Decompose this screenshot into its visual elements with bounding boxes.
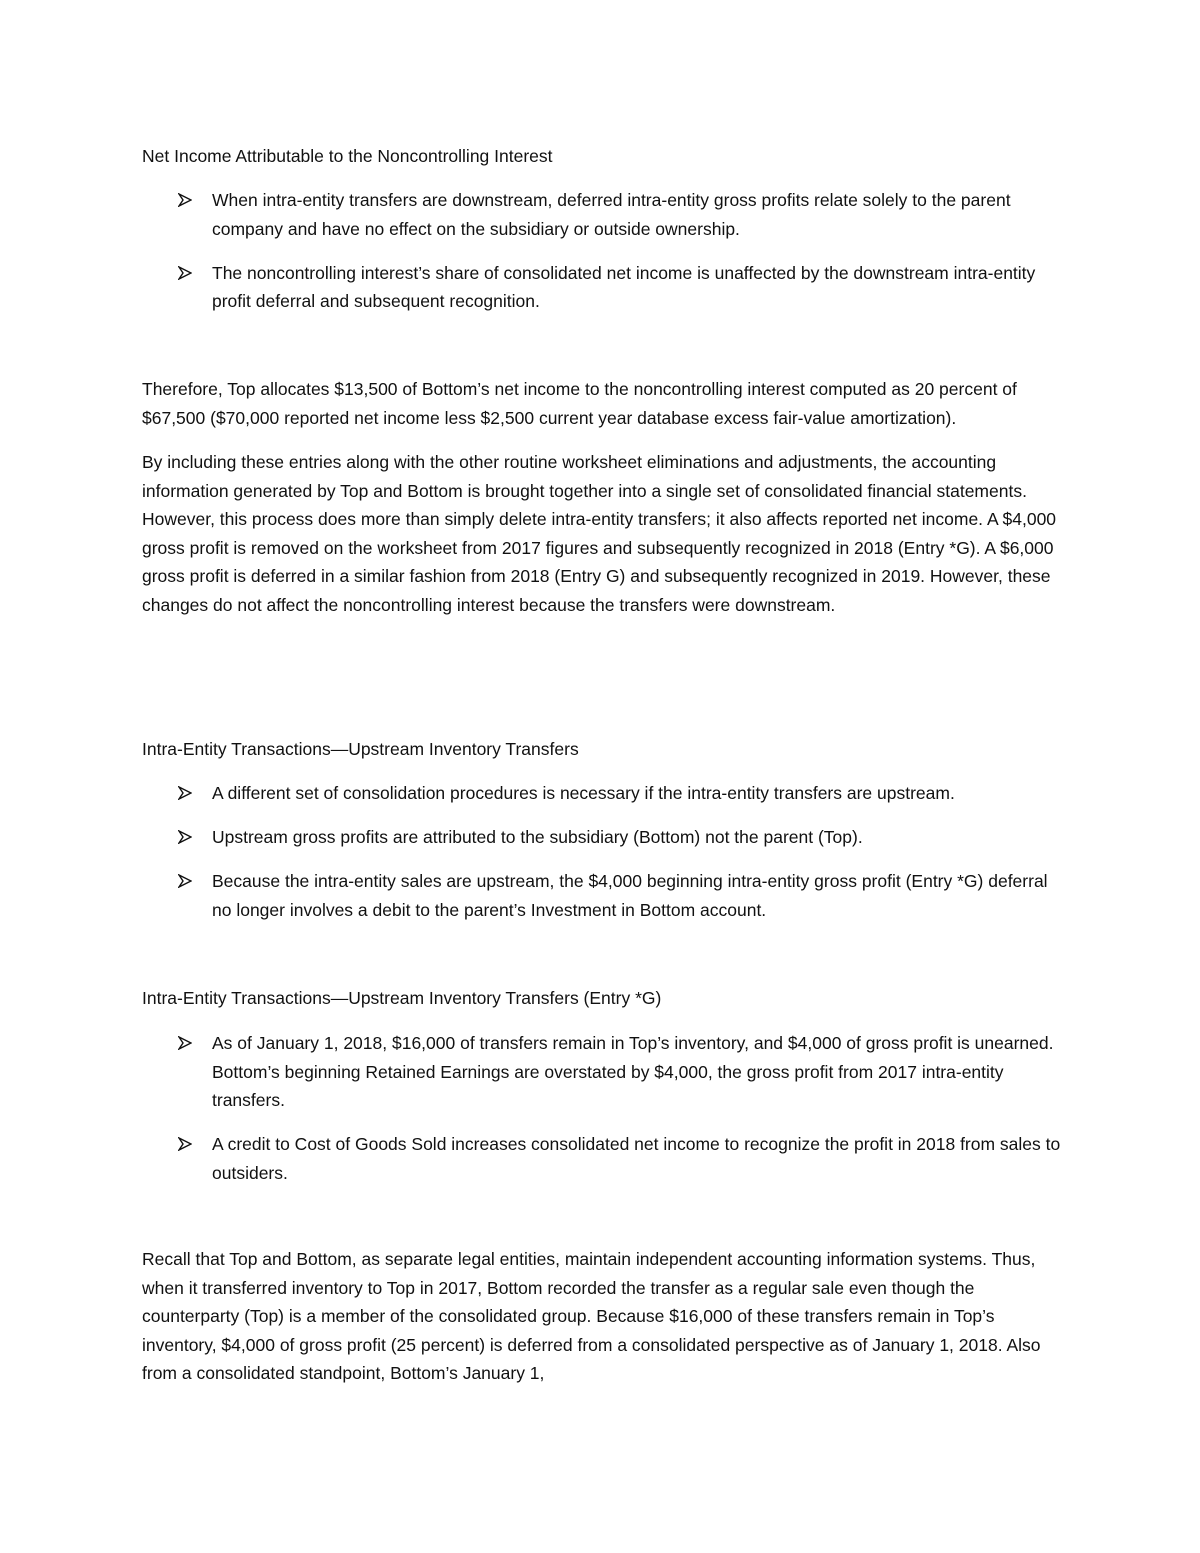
section-heading-entry-g: Intra-Entity Transactions—Upstream Inventory Transfers (Entry *G) [142,988,662,1008]
bullet-text: A different set of consolidation procedures is necessary if the intra-entity transfers are upstream. [212,783,955,803]
paragraph-worksheet-entries: By including these entries along with the other routine worksheet eliminations and adjustments, the accounting information generated by Top and Bottom is brought together into a single set of consolidated financial statements. However, this process does more than simply delete intra-entity transfers; it also affects reported net income. A $4,000 gross profit is removed on the worksheet from 2017 figures and subsequently recognized in 2018 (Entry *G). A $6,000 gross profit is deferred in a similar fashion from 2018 (Entry G) and subsequently recognized in 2019. However, these changes do not affect the noncontrolling interest because the transfers were downstream. [142,452,1057,615]
arrowhead-bullet-icon [178,1137,192,1151]
bullet-text: The noncontrolling interest’s share of consolidated net income is unaffected by the downstream intra-entity profit deferral and subsequent recognition. [212,262,1036,311]
paragraph-group-recall [142,1245,1062,1404]
arrowhead-bullet-icon [178,193,192,207]
bullet-list-upstream-transfers [142,779,1062,940]
bullet-text: When intra-entity transfers are downstream, deferred intra-entity gross profits relate solely to the parent company and have no effect on the subsidiary or outside ownership. [212,190,1011,239]
arrowhead-bullet-icon [178,266,192,280]
bullet-text: As of January 1, 2018, $16,000 of transfers remain in Top’s inventory, and $4,000 of gross profit is unearned. Bottom’s beginning Retained Earnings are overstated by $4,000, the gross profit from 2017 intra-entity transfers. [212,1033,1054,1110]
section-heading-noncontrolling-interest: Net Income Attributable to the Noncontrolling Interest [142,146,553,166]
list-item [142,867,1062,924]
list-item [142,259,1062,316]
list-item [142,779,1062,808]
bullet-text: Because the intra-entity sales are upstream, the $4,000 beginning intra-entity gross profit (Entry *G) deferral no longer involves a debit to the parent’s Investment in Bottom account. [212,871,1048,920]
list-item [142,1130,1062,1187]
bullet-list-noncontrolling-interest [142,186,1062,331]
bullet-list-entry-g [142,1029,1062,1203]
paragraph-noncontrolling-allocation: Therefore, Top allocates $13,500 of Bottom’s net income to the noncontrolling interest computed as 20 percent of $67,500 ($70,000 reported net income less $2,500 current year database excess fair-value amortization). [142,379,1017,428]
bullet-text: A credit to Cost of Goods Sold increases consolidated net income to recognize the profit in 2018 from sales to outsiders. [212,1134,1061,1183]
arrowhead-bullet-icon [178,786,192,800]
list-item [142,186,1062,243]
list-item [142,1029,1062,1115]
arrowhead-bullet-icon [178,830,192,844]
paragraph-group-allocation [142,375,1062,635]
list-item [142,823,1062,852]
bullet-text: Upstream gross profits are attributed to the subsidiary (Bottom) not the parent (Top). [212,827,863,847]
section-heading-upstream-transfers: Intra-Entity Transactions—Upstream Inventory Transfers [142,739,579,759]
arrowhead-bullet-icon [178,874,192,888]
arrowhead-bullet-icon [178,1036,192,1050]
paragraph-separate-entities: Recall that Top and Bottom, as separate legal entities, maintain independent accounting information systems. Thus, when it transferred inventory to Top in 2017, Bottom recorded the transfer as a regular sale even though the counterparty (Top) is a member of the consolidated group. Because $16,000 of these transfers remain in Top’s inventory, $4,000 of gross profit (25 percent) is deferred from a consolidated perspective as of January 1, 2018. Also from a consolidated standpoint, Bottom’s January 1, [142,1249,1041,1383]
